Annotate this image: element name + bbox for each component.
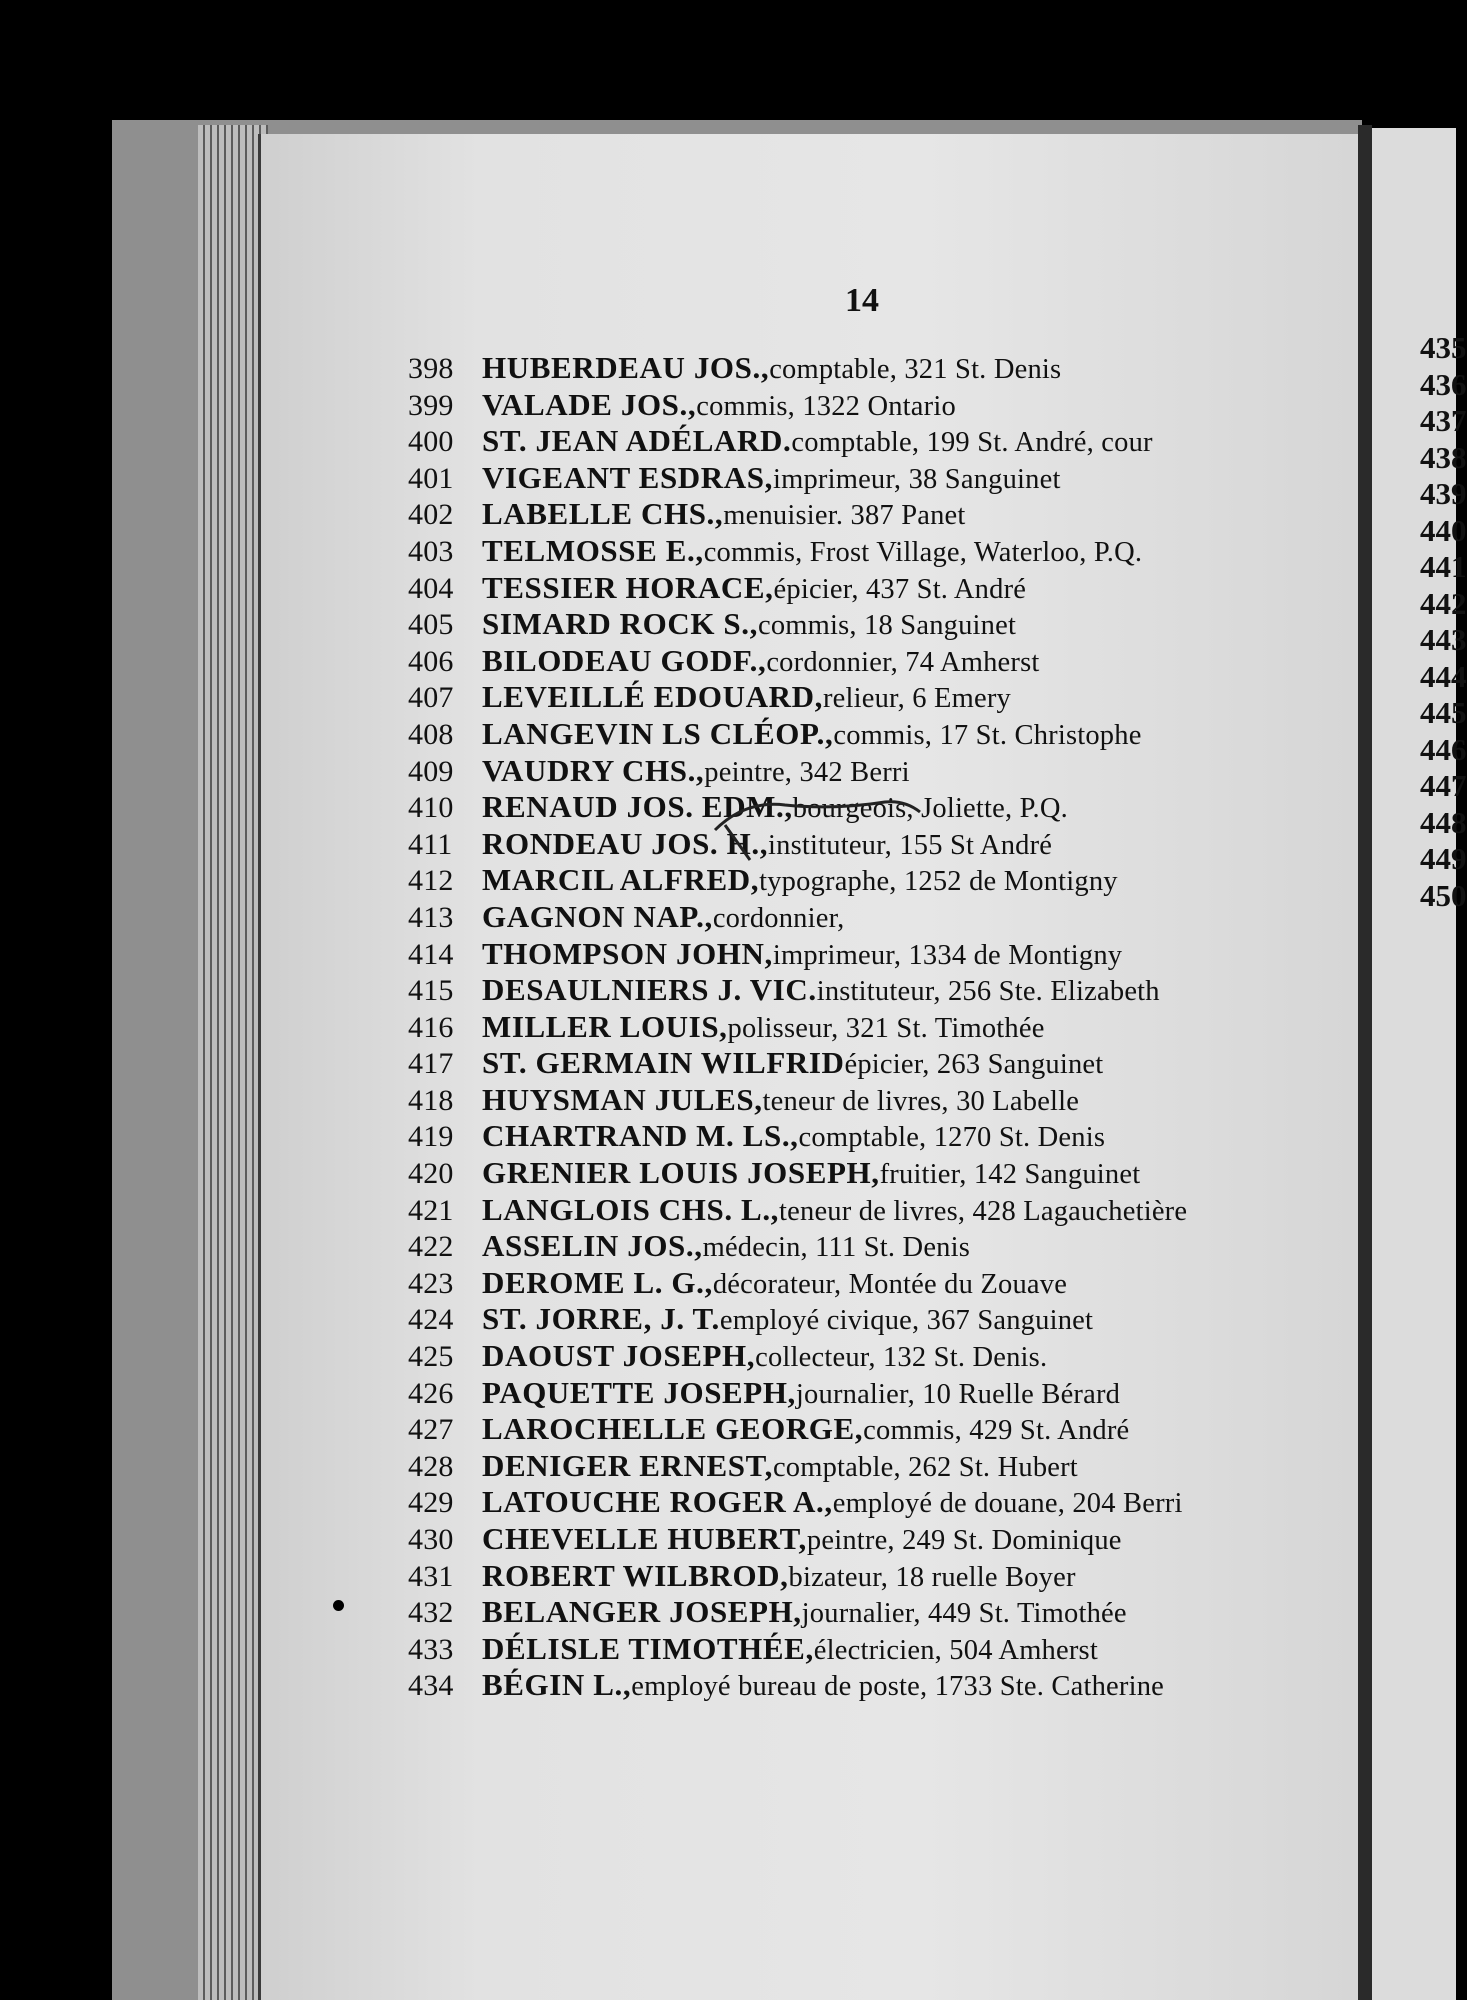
entry-number: 423 — [408, 1266, 454, 1300]
entry-details: menuisier. 387 Panet — [723, 500, 966, 532]
directory-entry — [408, 1558, 1338, 1595]
entry-name: GAGNON NAP., — [482, 898, 713, 934]
entry-number: 419 — [408, 1120, 454, 1154]
entry-number: 430 — [408, 1523, 454, 1556]
directory-entry — [408, 1448, 1338, 1485]
entry-number: 401 — [408, 461, 454, 495]
entry-name: DESAULNIERS J. VIC. — [482, 972, 817, 1008]
entry-number: 406 — [408, 644, 454, 678]
entry-details: commis, 429 St. André — [863, 1415, 1130, 1447]
entry-name: CHARTRAND M. LS., — [482, 1118, 799, 1154]
entry-number: 400 — [408, 425, 454, 459]
directory-entry — [408, 1265, 1338, 1302]
entry-details: bizateur, 18 ruelle Boyer — [788, 1561, 1076, 1593]
entry-number: 402 — [408, 498, 454, 532]
entry-name: GRENIER LOUIS JOSEPH, — [482, 1155, 880, 1191]
entry-number: 428 — [408, 1449, 454, 1483]
entry-number: 432 — [408, 1596, 454, 1630]
entry-name: ST. GERMAIN WILFRID — [482, 1045, 845, 1081]
entry-name: LEVEILLÉ EDOUARD, — [482, 679, 823, 715]
entry-number: 429 — [408, 1486, 454, 1520]
facing-page-number: 442 — [1420, 585, 1467, 621]
entry-number: 399 — [408, 388, 454, 422]
entry-number: 420 — [408, 1157, 454, 1191]
entry-name: BELANGER JOSEPH, — [482, 1594, 802, 1630]
directory-entry — [408, 1082, 1338, 1119]
entry-details: commis, 18 Sanguinet — [757, 610, 1017, 642]
entry-number: 413 — [408, 900, 454, 934]
directory-entry — [408, 350, 1338, 387]
entry-details: comptable, 321 St. Denis — [769, 354, 1062, 385]
entry-details: journalier, 10 Ruelle Bérard — [795, 1378, 1121, 1410]
entry-name: DAOUST JOSEPH, — [482, 1338, 756, 1374]
entry-details: bourgeois, Joliette, P.Q. — [792, 793, 1068, 825]
directory-entry — [408, 1411, 1338, 1448]
entry-name: ASSELIN JOS., — [482, 1228, 703, 1264]
entry-number: 426 — [408, 1376, 454, 1410]
entry-name: LABELLE CHS., — [482, 496, 724, 532]
entry-number: 407 — [408, 681, 454, 715]
entry-number: 403 — [408, 534, 454, 568]
directory-entry — [408, 570, 1338, 607]
directory-entry — [408, 1045, 1338, 1082]
entry-details: collecteur, 132 St. Denis. — [755, 1342, 1048, 1374]
entry-name: MILLER LOUIS, — [482, 1008, 728, 1044]
entry-name: LANGEVIN LS CLÉOP., — [482, 715, 834, 751]
entry-name: BÉGIN L., — [482, 1667, 632, 1703]
entry-details: instituteur, 155 St André — [768, 829, 1053, 861]
entry-number: 421 — [408, 1193, 454, 1227]
facing-page-number: 436 — [1420, 366, 1467, 402]
entry-name: BILODEAU GODF., — [482, 642, 767, 678]
entry-number: 414 — [408, 937, 454, 971]
entry-details: teneur de livres, 30 Labelle — [762, 1085, 1080, 1117]
entry-number: 398 — [408, 352, 454, 385]
directory-entry — [408, 1375, 1338, 1412]
entry-details: imprimeur, 38 Sanguinet — [772, 463, 1061, 495]
entry-details: typographe, 1252 de Montigny — [759, 866, 1118, 898]
entry-number: 434 — [408, 1669, 454, 1703]
entry-details: peintre, 342 Berri — [704, 756, 910, 788]
facing-page-number: 447 — [1420, 768, 1467, 803]
entry-number: 411 — [408, 827, 453, 861]
entry-number: 433 — [408, 1632, 454, 1666]
page-number: 14 — [845, 282, 879, 319]
entry-name: SIMARD ROCK S., — [482, 606, 758, 642]
entry-number: 412 — [408, 864, 454, 898]
directory-entry — [408, 1484, 1338, 1521]
entry-details: imprimeur, 1334 de Montigny — [772, 939, 1123, 971]
entry-name: DENIGER ERNEST, — [482, 1447, 773, 1483]
directory-entry — [408, 899, 1338, 936]
directory-entry — [408, 716, 1338, 753]
facing-page-number: 444 — [1420, 658, 1467, 694]
entry-number: 416 — [408, 1010, 454, 1044]
directory-entry — [408, 1338, 1338, 1375]
facing-page-number: 448 — [1420, 804, 1467, 840]
ink-dot — [333, 1600, 344, 1611]
facing-page-number: 440 — [1420, 512, 1467, 548]
facing-page-number: 450 — [1420, 877, 1467, 913]
directory-entry — [408, 496, 1338, 533]
entry-number: 431 — [408, 1559, 454, 1593]
entry-details: comptable, 1270 St. Denis — [798, 1122, 1106, 1154]
entry-number: 415 — [408, 974, 454, 1008]
entry-number: 409 — [408, 754, 454, 788]
entry-details: comptable, 262 St. Hubert — [772, 1451, 1078, 1483]
entry-name: TELMOSSE E., — [482, 532, 704, 568]
directory-entry — [408, 643, 1338, 680]
entry-details: épicier, 437 St. André — [773, 573, 1027, 605]
entry-name: ST. JEAN ADÉLARD. — [482, 423, 792, 459]
entry-number: 417 — [408, 1047, 454, 1081]
directory-entry — [408, 1009, 1338, 1046]
entry-details: comptable, 199 St. André, cour — [791, 427, 1153, 459]
entry-name: RONDEAU JOS. H., — [482, 825, 769, 861]
entry-details: peintre, 249 St. Dominique — [806, 1525, 1122, 1556]
entry-number: 405 — [408, 608, 454, 642]
directory-entry — [408, 1521, 1338, 1558]
entry-name: LATOUCHE ROGER A., — [482, 1484, 833, 1520]
entry-name: HUBERDEAU JOS., — [482, 350, 770, 385]
book-gutter — [1358, 125, 1372, 2000]
entry-name: RENAUD JOS. EDM., — [482, 789, 793, 825]
facing-page-number: 435 — [1420, 330, 1467, 365]
facing-page-number: 441 — [1420, 549, 1467, 584]
directory-entry — [408, 753, 1338, 790]
directory-entry — [408, 936, 1338, 973]
entry-details: relieur, 6 Emery — [822, 683, 1011, 715]
entry-name: THOMPSON JOHN, — [482, 935, 773, 971]
entry-details: employé bureau de poste, 1733 Ste. Catherine — [631, 1671, 1164, 1703]
entry-details: médecin, 111 St. Denis — [702, 1232, 971, 1264]
entry-name: TESSIER HORACE, — [482, 569, 774, 605]
facing-page-number: 449 — [1420, 841, 1467, 876]
directory-entry — [408, 1228, 1338, 1265]
entry-details: commis, Frost Village, Waterloo, P.Q. — [703, 536, 1143, 568]
entry-number: 410 — [408, 791, 454, 825]
entry-name: HUYSMAN JULES, — [482, 1081, 763, 1117]
entry-details: cordonnier, 74 Amherst — [766, 646, 1040, 678]
entry-details: décorateur, Montée du Zouave — [712, 1268, 1068, 1300]
entry-number: 424 — [408, 1303, 454, 1337]
facing-page-number: 443 — [1420, 622, 1467, 657]
entry-name: DÉLISLE TIMOTHÉE, — [482, 1630, 814, 1666]
entry-number: 408 — [408, 717, 454, 751]
entry-number: 422 — [408, 1230, 454, 1264]
entry-details: commis, 17 St. Christophe — [833, 719, 1142, 751]
entry-name: LAROCHELLE GEORGE, — [482, 1411, 864, 1447]
directory-entry — [408, 1155, 1338, 1192]
entry-name: PAQUETTE JOSEPH, — [482, 1374, 796, 1410]
directory-entry — [408, 1667, 1338, 1704]
facing-page-number: 439 — [1420, 476, 1467, 511]
entry-name: LANGLOIS CHS. L., — [482, 1191, 780, 1227]
directory-entry — [408, 423, 1338, 460]
entry-details: employé de douane, 204 Berri — [832, 1488, 1183, 1520]
entry-details: épicier, 263 Sanguinet — [844, 1049, 1104, 1081]
directory-entry — [408, 972, 1338, 1009]
directory-entry — [408, 1118, 1338, 1155]
entry-number: 418 — [408, 1083, 454, 1117]
entry-details: cordonnier, — [712, 902, 845, 934]
entry-name: VALADE JOS., — [482, 386, 697, 422]
entry-details: instituteur, 256 Ste. Elizabeth — [816, 976, 1160, 1008]
entry-name: ROBERT WILBROD, — [482, 1557, 789, 1593]
entry-name: VAUDRY CHS., — [482, 752, 705, 788]
directory-entry — [408, 1631, 1338, 1668]
facing-page-number: 438 — [1420, 439, 1467, 475]
facing-page-number: 445 — [1420, 695, 1467, 730]
entry-details: polisseur, 321 St. Timothée — [727, 1012, 1045, 1044]
facing-page-number: 437 — [1420, 403, 1467, 438]
directory-entry — [408, 1301, 1338, 1338]
entry-details: employé civique, 367 Sanguinet — [719, 1305, 1094, 1337]
directory-entries — [408, 350, 1338, 1704]
entry-number: 404 — [408, 571, 454, 605]
directory-entry — [408, 387, 1338, 424]
entry-details: journalier, 449 St. Timothée — [801, 1598, 1127, 1630]
directory-entry — [408, 1594, 1338, 1631]
entry-details: fruitier, 142 Sanguinet — [879, 1159, 1141, 1191]
entry-number: 427 — [408, 1413, 454, 1447]
entry-number: 425 — [408, 1340, 454, 1374]
entry-details: commis, 1322 Ontario — [696, 390, 956, 422]
entry-name: DEROME L. G., — [482, 1264, 713, 1300]
facing-page-numbers — [1420, 330, 1467, 914]
directory-entry — [408, 1192, 1338, 1229]
directory-entry — [408, 460, 1338, 497]
directory-entry — [408, 679, 1338, 716]
handwritten-check-mark — [705, 790, 935, 870]
entry-details: électricien, 504 Amherst — [813, 1634, 1098, 1666]
entry-name: VIGEANT ESDRAS, — [482, 459, 773, 495]
entry-name: CHEVELLE HUBERT, — [482, 1521, 807, 1556]
facing-page-number: 446 — [1420, 731, 1467, 767]
entry-details: teneur de livres, 428 Lagauchetière — [779, 1195, 1188, 1227]
entry-name: MARCIL ALFRED, — [482, 862, 760, 898]
directory-entry — [408, 533, 1338, 570]
entry-name: ST. JORRE, J. T. — [482, 1301, 720, 1337]
directory-entry — [408, 606, 1338, 643]
